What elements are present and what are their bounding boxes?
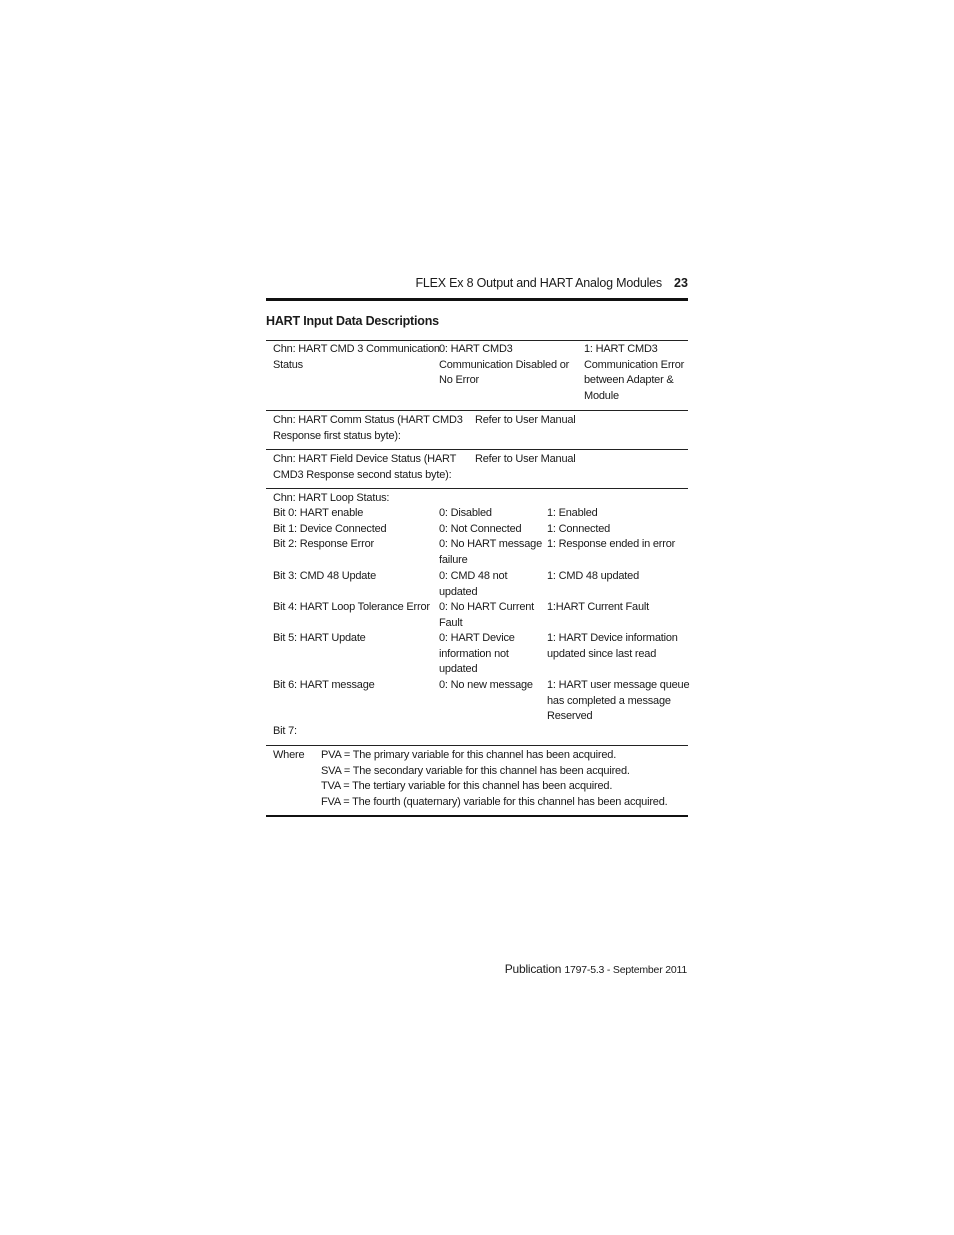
text-line: Chn: HART Comm Status (HART CMD3 bbox=[273, 414, 463, 426]
row3-value: Refer to User Manual bbox=[475, 453, 576, 465]
bit5-zero bbox=[439, 631, 515, 678]
row3-description bbox=[273, 452, 456, 483]
text-line: 0: CMD 48 not bbox=[439, 570, 508, 582]
page-number: 23 bbox=[674, 276, 688, 290]
text-line: 1: HART CMD3 bbox=[584, 343, 658, 355]
bit6-zero: 0: No new message bbox=[439, 679, 533, 691]
text-line: No Error bbox=[439, 374, 479, 387]
row2-value: Refer to User Manual bbox=[475, 414, 576, 426]
bit2-one: 1: Response ended in error bbox=[547, 538, 676, 550]
text-line: CMD3 Response second status byte): bbox=[273, 468, 452, 481]
table-bottom-rule bbox=[266, 815, 688, 817]
text-line: has completed a message bbox=[547, 694, 671, 707]
page-footer bbox=[505, 962, 687, 976]
text-line: Chn: HART CMD 3 Communication bbox=[273, 343, 440, 355]
row1-value-zero bbox=[439, 342, 569, 389]
text-line: updated bbox=[439, 585, 478, 598]
text-line: 0: HART CMD3 bbox=[439, 343, 513, 355]
bit0-one: 1: Enabled bbox=[547, 507, 598, 519]
row-divider bbox=[266, 745, 688, 746]
text-line: Communication Error bbox=[584, 358, 685, 371]
text-line: updated bbox=[439, 663, 478, 676]
bit3-one: 1: CMD 48 updated bbox=[547, 570, 639, 582]
text-line: Chn: HART Field Device Status (HART bbox=[273, 453, 457, 465]
text-line: between Adapter & bbox=[584, 374, 674, 387]
footer-publication-label: Publication bbox=[504, 962, 562, 976]
bit4-one: 1:HART Current Fault bbox=[547, 601, 649, 613]
bit4-zero bbox=[439, 600, 534, 631]
text-line: 1: HART user message queue bbox=[547, 679, 690, 691]
text-line: Reserved bbox=[547, 710, 593, 723]
row2-description bbox=[273, 413, 463, 444]
text-line: 0: No HART Current bbox=[439, 601, 535, 613]
text-line: Fault bbox=[439, 616, 463, 629]
text-line: 0: No HART message bbox=[439, 538, 542, 550]
bit1-one: 1: Connected bbox=[547, 523, 611, 535]
bit0-zero: 0: Disabled bbox=[439, 507, 492, 519]
row1-description bbox=[273, 342, 440, 373]
definition-line: PVA = The primary variable for this channel has been acquired. bbox=[321, 749, 617, 761]
where-definitions bbox=[321, 748, 667, 810]
definition-line: SVA = The secondary variable for this channel has been acquired. bbox=[321, 764, 630, 777]
bit5-one bbox=[547, 631, 678, 662]
bit6-one bbox=[547, 678, 689, 725]
bit1-label: Bit 1: Device Connected bbox=[273, 523, 387, 535]
bit2-label: Bit 2: Response Error bbox=[273, 538, 374, 550]
text-line: information not bbox=[439, 647, 509, 660]
text-line: Status bbox=[273, 358, 303, 371]
row1-value-one bbox=[584, 342, 684, 404]
text-line: Response first status byte): bbox=[273, 429, 401, 442]
table-top-rule bbox=[266, 340, 688, 341]
bit0-label: Bit 0: HART enable bbox=[273, 507, 364, 519]
bit5-label: Bit 5: HART Update bbox=[273, 632, 366, 644]
definition-line: TVA = The tertiary variable for this channel has been acquired. bbox=[321, 780, 613, 793]
definition-line: FVA = The fourth (quaternary) variable for this channel has been acquired. bbox=[321, 795, 668, 808]
row-divider bbox=[266, 410, 688, 411]
text-line: updated since last read bbox=[547, 647, 657, 660]
text-line: failure bbox=[439, 553, 468, 566]
running-header-title: FLEX Ex 8 Output and HART Analog Modules bbox=[415, 276, 662, 290]
bit4-label: Bit 4: HART Loop Tolerance Error bbox=[273, 601, 430, 613]
bit6-label: Bit 6: HART message bbox=[273, 679, 375, 691]
text-line: 1: HART Device information bbox=[547, 632, 678, 644]
bit7-label: Bit 7: bbox=[273, 725, 297, 737]
bit3-zero bbox=[439, 569, 507, 600]
row-divider bbox=[266, 449, 688, 450]
bit2-zero bbox=[439, 537, 542, 568]
where-label: Where bbox=[273, 749, 305, 761]
loop-status-heading: Chn: HART Loop Status: bbox=[273, 492, 390, 504]
bit3-label: Bit 3: CMD 48 Update bbox=[273, 570, 376, 582]
bit1-zero: 0: Not Connected bbox=[439, 523, 522, 535]
row-divider bbox=[266, 488, 688, 489]
footer-publication-info: 1797-5.3 - September 2011 bbox=[564, 964, 687, 976]
section-title: HART Input Data Descriptions bbox=[266, 314, 439, 328]
text-line: Module bbox=[584, 389, 619, 402]
text-line: 0: HART Device bbox=[439, 632, 515, 644]
header-rule bbox=[266, 298, 688, 301]
text-line: Communication Disabled or bbox=[439, 358, 570, 371]
